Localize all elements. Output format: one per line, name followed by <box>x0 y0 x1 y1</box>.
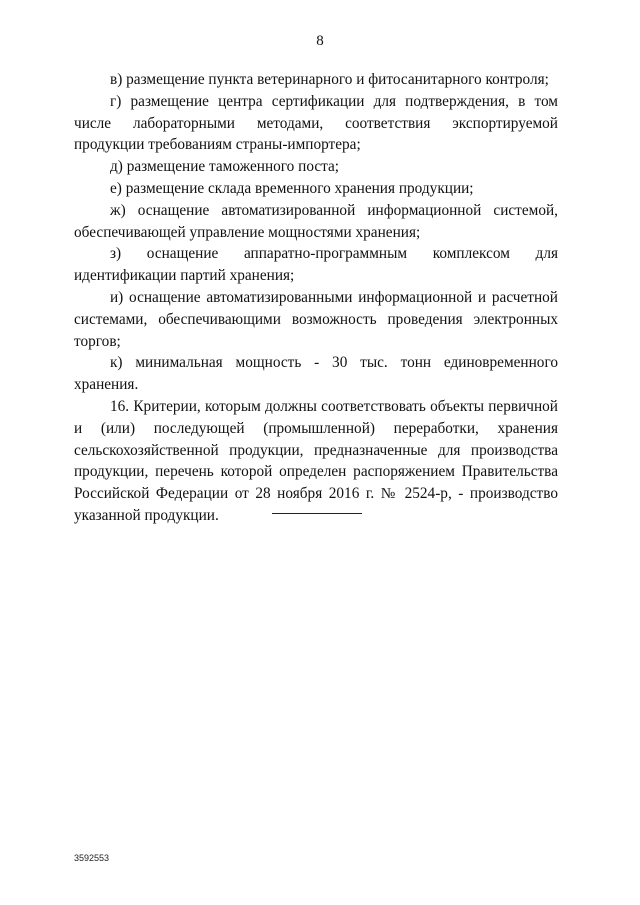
list-item-d: д) размещение таможенного поста; <box>110 158 340 176</box>
clause-16: 16. Критерии, которым должны соответствовать объекты первичной и (или) последующей (промышленной) переработки, хранения сельскохозяйственной продукции, предназначенные для производства продукции, перечень которой определен распоряжением Правительства Российской Федерации от 28 ноября 2016 г. № 2524-р, - производство указанной продукции. <box>74 397 558 524</box>
list-item-z: з) оснащение аппаратно-программным комплексом для идентификации партий хранения; <box>74 245 558 285</box>
list-item-g: г) размещение центра сертификации для подтверждения, в том числе лабораторными методами, соответствия экспортируемой продукции требованиям страны-импортера; <box>74 92 558 154</box>
list-item-v: в) размещение пункта ветеринарного и фитосанитарного контроля; <box>110 71 549 88</box>
list-item-zh: ж) оснащение автоматизированной информационной системой, обеспечивающей управление мощностями хранения; <box>74 201 558 241</box>
list-item-k: к) минимальная мощность - 30 тыс. тонн единовременного хранения. <box>74 354 558 394</box>
document-code: 3592553 <box>74 853 110 863</box>
end-separator-line <box>272 513 362 514</box>
page-number: 8 <box>316 33 324 49</box>
list-item-i: и) оснащение автоматизированными информационной и расчетной системами, обеспечивающими возможность проведения электронных торгов; <box>74 288 558 350</box>
document-body <box>74 69 558 527</box>
list-item-e: е) размещение склада временного хранения продукции; <box>110 179 474 197</box>
